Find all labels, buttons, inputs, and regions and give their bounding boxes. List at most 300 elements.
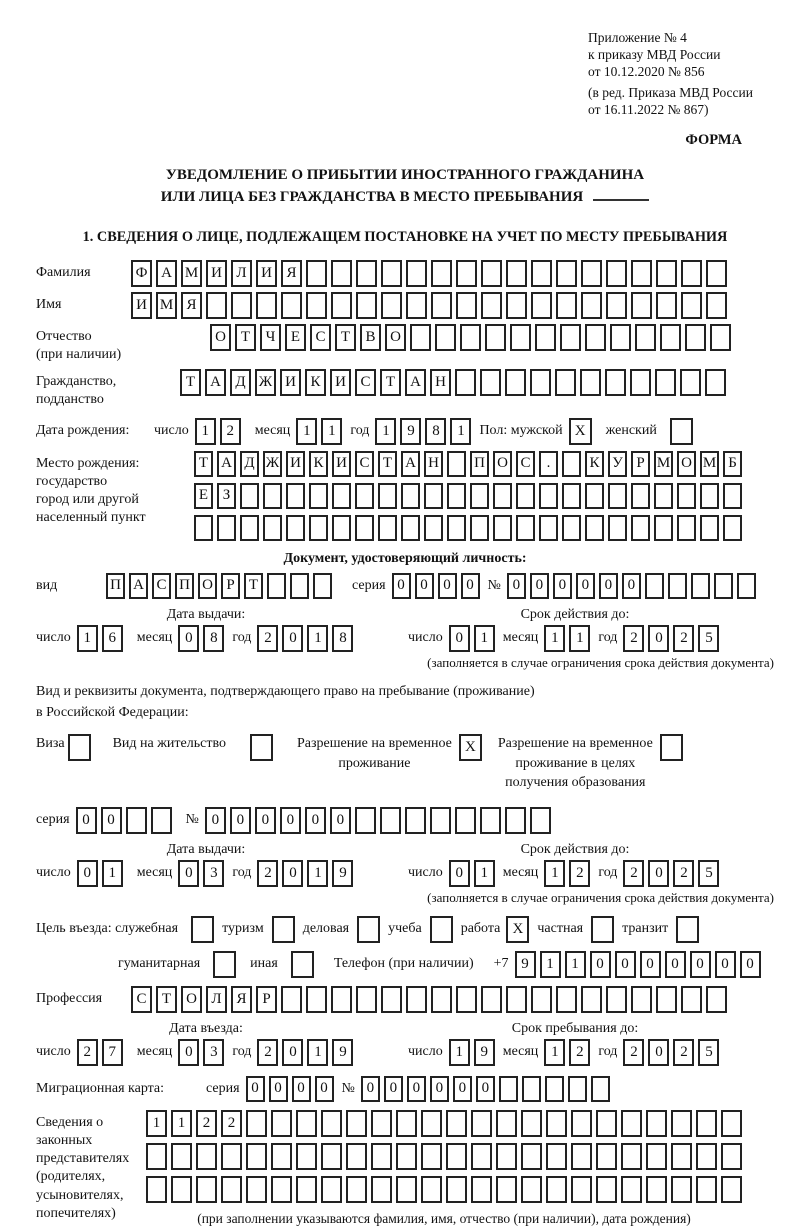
form-cell[interactable]: [631, 483, 650, 509]
form-cell[interactable]: [356, 292, 377, 319]
form-cell[interactable]: 0: [576, 573, 595, 599]
form-cell[interactable]: 0: [282, 860, 303, 887]
form-cell[interactable]: 0: [449, 625, 470, 652]
form-cell[interactable]: [401, 483, 420, 509]
form-cell[interactable]: Л: [206, 986, 227, 1013]
form-cell[interactable]: 0: [530, 573, 549, 599]
form-cell[interactable]: [356, 260, 377, 287]
form-cell[interactable]: [668, 573, 687, 599]
form-cell[interactable]: [591, 1076, 610, 1102]
form-cell[interactable]: У: [608, 451, 627, 477]
form-cell[interactable]: 2: [77, 1039, 98, 1066]
form-cell[interactable]: 0: [246, 1076, 265, 1102]
form-cell[interactable]: Я: [281, 260, 302, 287]
form-cell[interactable]: [421, 1176, 442, 1203]
form-cell[interactable]: [171, 1143, 192, 1170]
form-cell[interactable]: Е: [194, 483, 213, 509]
form-cell[interactable]: [531, 292, 552, 319]
form-cell[interactable]: [499, 1076, 518, 1102]
form-cell[interactable]: [263, 483, 282, 509]
form-cell[interactable]: 0: [282, 1039, 303, 1066]
form-cell[interactable]: Ж: [255, 369, 276, 396]
checkbox-study[interactable]: [430, 916, 453, 943]
form-cell[interactable]: [346, 1143, 367, 1170]
form-cell[interactable]: [521, 1176, 542, 1203]
form-cell[interactable]: [171, 1176, 192, 1203]
form-cell[interactable]: 8: [203, 625, 224, 652]
checkbox-private[interactable]: [591, 916, 614, 943]
form-cell[interactable]: [321, 1176, 342, 1203]
form-cell[interactable]: [605, 369, 626, 396]
form-cell[interactable]: [455, 807, 476, 834]
form-cell[interactable]: [530, 807, 551, 834]
form-cell[interactable]: [355, 515, 374, 541]
form-cell[interactable]: 5: [698, 860, 719, 887]
form-cell[interactable]: [381, 292, 402, 319]
form-cell[interactable]: [681, 292, 702, 319]
form-cell[interactable]: И: [330, 369, 351, 396]
form-cell[interactable]: [447, 515, 466, 541]
form-cell[interactable]: [656, 260, 677, 287]
form-cell[interactable]: [321, 1110, 342, 1137]
form-cell[interactable]: [705, 369, 726, 396]
form-cell[interactable]: [493, 515, 512, 541]
form-cell[interactable]: [560, 324, 581, 351]
form-cell[interactable]: [505, 369, 526, 396]
form-cell[interactable]: [456, 260, 477, 287]
form-cell[interactable]: И: [256, 260, 277, 287]
form-cell[interactable]: [610, 324, 631, 351]
form-cell[interactable]: [721, 1176, 742, 1203]
form-cell[interactable]: [700, 483, 719, 509]
form-cell[interactable]: А: [405, 369, 426, 396]
form-cell[interactable]: [656, 986, 677, 1013]
form-cell[interactable]: [271, 1143, 292, 1170]
form-cell[interactable]: 2: [673, 1039, 694, 1066]
form-cell[interactable]: [700, 515, 719, 541]
form-cell[interactable]: А: [401, 451, 420, 477]
form-cell[interactable]: 2: [623, 625, 644, 652]
form-cell[interactable]: [306, 986, 327, 1013]
form-cell[interactable]: [371, 1143, 392, 1170]
form-cell[interactable]: Ф: [131, 260, 152, 287]
form-cell[interactable]: [332, 515, 351, 541]
form-cell[interactable]: [401, 515, 420, 541]
form-cell[interactable]: [555, 369, 576, 396]
form-cell[interactable]: М: [654, 451, 673, 477]
form-cell[interactable]: [456, 292, 477, 319]
checkbox-tourism[interactable]: [272, 916, 295, 943]
form-cell[interactable]: И: [206, 260, 227, 287]
form-cell[interactable]: [430, 807, 451, 834]
form-cell[interactable]: А: [129, 573, 148, 599]
form-cell[interactable]: [680, 369, 701, 396]
form-cell[interactable]: [581, 292, 602, 319]
form-cell[interactable]: О: [493, 451, 512, 477]
form-cell[interactable]: [506, 986, 527, 1013]
form-cell[interactable]: [596, 1110, 617, 1137]
form-cell[interactable]: [355, 483, 374, 509]
form-cell[interactable]: [710, 324, 731, 351]
form-cell[interactable]: [535, 324, 556, 351]
checkbox-official[interactable]: [191, 916, 214, 943]
form-cell[interactable]: С: [516, 451, 535, 477]
form-cell[interactable]: [286, 515, 305, 541]
form-cell[interactable]: О: [677, 451, 696, 477]
form-cell[interactable]: 2: [623, 1039, 644, 1066]
form-cell[interactable]: [654, 515, 673, 541]
form-cell[interactable]: 2: [623, 860, 644, 887]
form-cell[interactable]: 0: [690, 951, 711, 978]
form-cell[interactable]: Т: [194, 451, 213, 477]
form-cell[interactable]: 0: [178, 625, 199, 652]
form-cell[interactable]: [206, 292, 227, 319]
form-cell[interactable]: К: [309, 451, 328, 477]
form-cell[interactable]: 1: [375, 418, 396, 445]
form-cell[interactable]: [460, 324, 481, 351]
form-cell[interactable]: [721, 1110, 742, 1137]
form-cell[interactable]: [331, 260, 352, 287]
form-cell[interactable]: 0: [292, 1076, 311, 1102]
form-cell[interactable]: [621, 1110, 642, 1137]
form-cell[interactable]: [306, 292, 327, 319]
form-cell[interactable]: [263, 515, 282, 541]
form-cell[interactable]: [331, 986, 352, 1013]
form-cell[interactable]: П: [470, 451, 489, 477]
form-cell[interactable]: [194, 515, 213, 541]
form-cell[interactable]: О: [210, 324, 231, 351]
form-cell[interactable]: [217, 515, 236, 541]
form-cell[interactable]: 0: [205, 807, 226, 834]
form-cell[interactable]: 0: [461, 573, 480, 599]
form-cell[interactable]: [447, 451, 466, 477]
form-cell[interactable]: [608, 483, 627, 509]
form-cell[interactable]: 0: [438, 573, 457, 599]
form-cell[interactable]: [355, 807, 376, 834]
form-cell[interactable]: 0: [384, 1076, 403, 1102]
form-cell[interactable]: Ч: [260, 324, 281, 351]
form-cell[interactable]: 1: [474, 860, 495, 887]
form-cell[interactable]: 1: [146, 1110, 167, 1137]
checkbox-work[interactable]: X: [506, 916, 529, 943]
form-cell[interactable]: 9: [474, 1039, 495, 1066]
form-cell[interactable]: [380, 807, 401, 834]
checkbox-humanitarian[interactable]: [213, 951, 236, 978]
form-cell[interactable]: К: [305, 369, 326, 396]
form-cell[interactable]: [562, 515, 581, 541]
form-cell[interactable]: [521, 1110, 542, 1137]
form-cell[interactable]: [470, 515, 489, 541]
form-cell[interactable]: [531, 986, 552, 1013]
form-cell[interactable]: 1: [307, 1039, 328, 1066]
form-cell[interactable]: 0: [282, 625, 303, 652]
form-cell[interactable]: 0: [77, 860, 98, 887]
form-cell[interactable]: 0: [269, 1076, 288, 1102]
form-cell[interactable]: 1: [544, 625, 565, 652]
form-cell[interactable]: [480, 807, 501, 834]
form-cell[interactable]: 1: [540, 951, 561, 978]
form-cell[interactable]: [246, 1176, 267, 1203]
form-cell[interactable]: Т: [235, 324, 256, 351]
form-cell[interactable]: [313, 573, 332, 599]
form-cell[interactable]: [471, 1143, 492, 1170]
form-cell[interactable]: А: [217, 451, 236, 477]
form-cell[interactable]: Д: [230, 369, 251, 396]
form-cell[interactable]: [546, 1176, 567, 1203]
form-cell[interactable]: [545, 1076, 564, 1102]
form-cell[interactable]: [654, 483, 673, 509]
form-cell[interactable]: [671, 1176, 692, 1203]
form-cell[interactable]: 2: [220, 418, 241, 445]
form-cell[interactable]: М: [700, 451, 719, 477]
form-cell[interactable]: [645, 573, 664, 599]
form-cell[interactable]: [256, 292, 277, 319]
form-cell[interactable]: [405, 807, 426, 834]
form-cell[interactable]: [606, 260, 627, 287]
checkbox-temp-permit-edu[interactable]: [660, 734, 683, 761]
form-cell[interactable]: 1: [195, 418, 216, 445]
form-cell[interactable]: [568, 1076, 587, 1102]
form-cell[interactable]: 2: [257, 860, 278, 887]
form-cell[interactable]: [271, 1110, 292, 1137]
form-cell[interactable]: [431, 292, 452, 319]
form-cell[interactable]: [371, 1110, 392, 1137]
form-cell[interactable]: Т: [156, 986, 177, 1013]
form-cell[interactable]: [332, 483, 351, 509]
form-cell[interactable]: И: [286, 451, 305, 477]
form-cell[interactable]: [681, 986, 702, 1013]
form-cell[interactable]: [356, 986, 377, 1013]
form-cell[interactable]: [321, 1143, 342, 1170]
form-cell[interactable]: 7: [102, 1039, 123, 1066]
form-cell[interactable]: Я: [231, 986, 252, 1013]
form-cell[interactable]: 0: [615, 951, 636, 978]
form-cell[interactable]: [346, 1176, 367, 1203]
form-cell[interactable]: [631, 515, 650, 541]
form-cell[interactable]: [496, 1176, 517, 1203]
form-cell[interactable]: [271, 1176, 292, 1203]
form-cell[interactable]: 1: [449, 1039, 470, 1066]
form-cell[interactable]: [631, 986, 652, 1013]
form-cell[interactable]: 1: [77, 625, 98, 652]
form-cell[interactable]: 0: [640, 951, 661, 978]
form-cell[interactable]: [309, 515, 328, 541]
form-cell[interactable]: 0: [622, 573, 641, 599]
form-cell[interactable]: Р: [221, 573, 240, 599]
form-cell[interactable]: 2: [196, 1110, 217, 1137]
form-cell[interactable]: 0: [101, 807, 122, 834]
form-cell[interactable]: [240, 515, 259, 541]
form-cell[interactable]: [424, 483, 443, 509]
form-cell[interactable]: [126, 807, 147, 834]
form-cell[interactable]: Т: [335, 324, 356, 351]
form-cell[interactable]: [506, 292, 527, 319]
form-cell[interactable]: 0: [449, 860, 470, 887]
form-cell[interactable]: [431, 986, 452, 1013]
form-cell[interactable]: [516, 515, 535, 541]
form-cell[interactable]: 5: [698, 1039, 719, 1066]
form-cell[interactable]: .: [539, 451, 558, 477]
form-cell[interactable]: [596, 1143, 617, 1170]
form-cell[interactable]: 0: [476, 1076, 495, 1102]
form-cell[interactable]: [435, 324, 456, 351]
form-cell[interactable]: [240, 483, 259, 509]
form-cell[interactable]: [596, 1176, 617, 1203]
form-cell[interactable]: [646, 1176, 667, 1203]
form-cell[interactable]: [546, 1110, 567, 1137]
form-cell[interactable]: 2: [257, 625, 278, 652]
form-cell[interactable]: И: [131, 292, 152, 319]
form-cell[interactable]: [691, 573, 710, 599]
form-cell[interactable]: [635, 324, 656, 351]
form-cell[interactable]: 0: [305, 807, 326, 834]
form-cell[interactable]: [630, 369, 651, 396]
form-cell[interactable]: [706, 986, 727, 1013]
form-cell[interactable]: Н: [430, 369, 451, 396]
form-cell[interactable]: [493, 483, 512, 509]
form-cell[interactable]: [496, 1143, 517, 1170]
form-cell[interactable]: С: [152, 573, 171, 599]
form-cell[interactable]: [346, 1110, 367, 1137]
form-cell[interactable]: [446, 1143, 467, 1170]
form-cell[interactable]: [281, 986, 302, 1013]
form-cell[interactable]: [424, 515, 443, 541]
form-cell[interactable]: [396, 1176, 417, 1203]
form-cell[interactable]: Е: [285, 324, 306, 351]
form-cell[interactable]: [530, 369, 551, 396]
form-cell[interactable]: С: [310, 324, 331, 351]
form-cell[interactable]: С: [131, 986, 152, 1013]
form-cell[interactable]: [581, 260, 602, 287]
form-cell[interactable]: О: [198, 573, 217, 599]
checkbox-other[interactable]: [291, 951, 314, 978]
form-cell[interactable]: [447, 483, 466, 509]
form-cell[interactable]: 2: [673, 860, 694, 887]
form-cell[interactable]: [485, 324, 506, 351]
form-cell[interactable]: [521, 1143, 542, 1170]
form-cell[interactable]: К: [585, 451, 604, 477]
form-cell[interactable]: [231, 292, 252, 319]
form-cell[interactable]: 0: [361, 1076, 380, 1102]
checkbox-gender-female[interactable]: [670, 418, 693, 445]
form-cell[interactable]: 0: [315, 1076, 334, 1102]
form-cell[interactable]: Т: [378, 451, 397, 477]
form-cell[interactable]: 0: [507, 573, 526, 599]
form-cell[interactable]: [396, 1143, 417, 1170]
form-cell[interactable]: [646, 1143, 667, 1170]
form-cell[interactable]: 2: [257, 1039, 278, 1066]
form-cell[interactable]: [606, 986, 627, 1013]
form-cell[interactable]: [631, 292, 652, 319]
form-cell[interactable]: [410, 324, 431, 351]
form-cell[interactable]: М: [181, 260, 202, 287]
form-cell[interactable]: [571, 1110, 592, 1137]
form-cell[interactable]: 0: [178, 860, 199, 887]
form-cell[interactable]: [396, 1110, 417, 1137]
form-cell[interactable]: 8: [425, 418, 446, 445]
form-cell[interactable]: [531, 260, 552, 287]
form-cell[interactable]: 9: [515, 951, 536, 978]
form-cell[interactable]: [723, 483, 742, 509]
form-cell[interactable]: [696, 1110, 717, 1137]
form-cell[interactable]: [406, 986, 427, 1013]
form-cell[interactable]: 5: [698, 625, 719, 652]
form-cell[interactable]: [470, 483, 489, 509]
form-cell[interactable]: 1: [321, 418, 342, 445]
form-cell[interactable]: [516, 483, 535, 509]
form-cell[interactable]: [378, 515, 397, 541]
form-cell[interactable]: Т: [244, 573, 263, 599]
form-cell[interactable]: [281, 292, 302, 319]
form-cell[interactable]: [706, 292, 727, 319]
form-cell[interactable]: 9: [332, 860, 353, 887]
form-cell[interactable]: 1: [296, 418, 317, 445]
form-cell[interactable]: 0: [553, 573, 572, 599]
form-cell[interactable]: [381, 260, 402, 287]
form-cell[interactable]: [421, 1110, 442, 1137]
form-cell[interactable]: [522, 1076, 541, 1102]
form-cell[interactable]: 1: [544, 1039, 565, 1066]
form-cell[interactable]: [381, 986, 402, 1013]
form-cell[interactable]: [151, 807, 172, 834]
form-cell[interactable]: 9: [400, 418, 421, 445]
form-cell[interactable]: Б: [723, 451, 742, 477]
form-cell[interactable]: 3: [203, 860, 224, 887]
form-cell[interactable]: [481, 260, 502, 287]
form-cell[interactable]: [286, 483, 305, 509]
form-cell[interactable]: О: [181, 986, 202, 1013]
form-cell[interactable]: Я: [181, 292, 202, 319]
form-cell[interactable]: [431, 260, 452, 287]
form-cell[interactable]: [371, 1176, 392, 1203]
form-cell[interactable]: 0: [230, 807, 251, 834]
form-cell[interactable]: Н: [424, 451, 443, 477]
form-cell[interactable]: [455, 369, 476, 396]
form-cell[interactable]: [196, 1176, 217, 1203]
form-cell[interactable]: 0: [415, 573, 434, 599]
form-cell[interactable]: [556, 260, 577, 287]
form-cell[interactable]: 1: [565, 951, 586, 978]
form-cell[interactable]: Р: [631, 451, 650, 477]
form-cell[interactable]: [146, 1176, 167, 1203]
form-cell[interactable]: [580, 369, 601, 396]
form-cell[interactable]: [146, 1143, 167, 1170]
form-cell[interactable]: 1: [544, 860, 565, 887]
form-cell[interactable]: [685, 324, 706, 351]
form-cell[interactable]: 1: [307, 860, 328, 887]
form-cell[interactable]: [737, 573, 756, 599]
form-cell[interactable]: [539, 483, 558, 509]
form-cell[interactable]: 1: [569, 625, 590, 652]
form-cell[interactable]: [655, 369, 676, 396]
form-cell[interactable]: 8: [332, 625, 353, 652]
form-cell[interactable]: 0: [407, 1076, 426, 1102]
form-cell[interactable]: [621, 1143, 642, 1170]
form-cell[interactable]: [723, 515, 742, 541]
checkbox-residence-permit[interactable]: [250, 734, 273, 761]
form-cell[interactable]: [677, 483, 696, 509]
form-cell[interactable]: [671, 1143, 692, 1170]
form-cell[interactable]: [480, 369, 501, 396]
form-cell[interactable]: А: [205, 369, 226, 396]
form-cell[interactable]: П: [175, 573, 194, 599]
form-cell[interactable]: [585, 515, 604, 541]
form-cell[interactable]: [296, 1176, 317, 1203]
form-cell[interactable]: [646, 1110, 667, 1137]
form-cell[interactable]: [481, 986, 502, 1013]
form-cell[interactable]: [539, 515, 558, 541]
form-cell[interactable]: 0: [255, 807, 276, 834]
